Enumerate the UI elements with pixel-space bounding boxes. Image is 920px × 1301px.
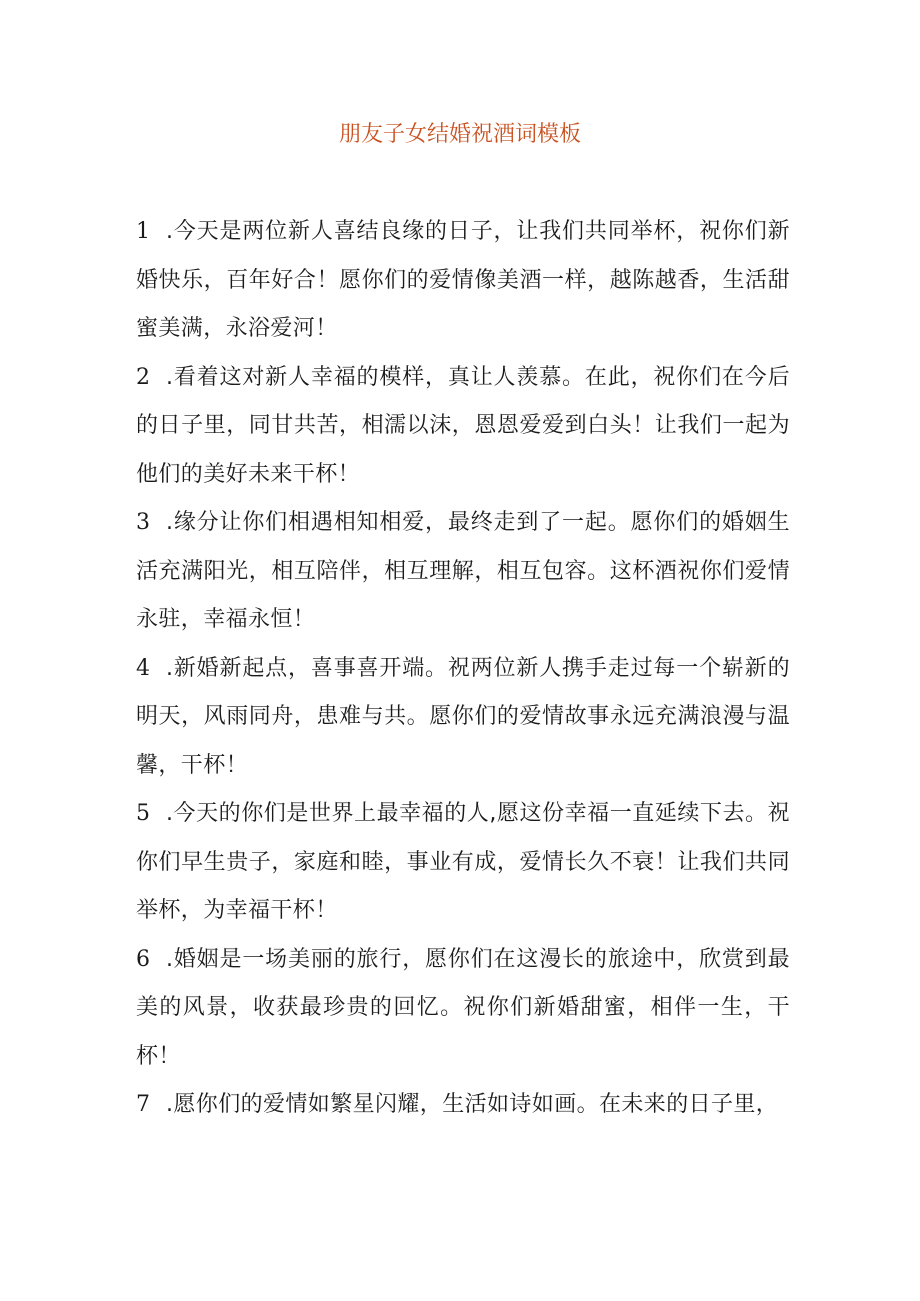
document-body [136, 208, 790, 1130]
item-number: 2 [136, 364, 151, 390]
item-text: .看着这对新人幸福的模样，真让人羡慕。在此，祝你们在今后的日子里，同甘共苦，相濡以沫，恩恩爱爱到白头！让我们一起为他们的美好未来干杯！ [136, 364, 790, 487]
list-item [136, 354, 790, 500]
document-title: 朋友子女结婚祝酒词模板 [338, 122, 581, 147]
list-item [136, 208, 790, 354]
item-text: .今天是两位新人喜结良缘的日子，让我们共同举杯，祝你们新婚快乐，百年好合！愿你们的爱情像美酒一样，越陈越香，生活甜蜜美满，永浴爱河！ [136, 219, 790, 341]
list-item [136, 1081, 790, 1130]
item-number: 6 [136, 946, 151, 972]
item-text: .愿你们的爱情如繁星闪耀，生活如诗如画。在未来的日子里， [166, 1092, 779, 1117]
list-item [136, 936, 790, 1082]
list-item [136, 499, 790, 645]
item-text: .新婚新起点，喜事喜开端。祝两位新人携手走过每一个崭新的明天，风雨同舟，患难与共。愿你们的爱情故事永远充满浪漫与温馨，干杯！ [136, 655, 790, 778]
item-number: 1 [136, 219, 151, 244]
item-text: .缘分让你们相遇相知相爱，最终走到了一起。愿你们的婚姻生活充满阳光，相互陪伴，相互理解，相互包容。这杯酒祝你们爱情永驻，幸福永恒！ [136, 510, 790, 632]
list-item [136, 645, 790, 791]
item-number: 4 [136, 655, 151, 681]
item-number: 5 [136, 801, 151, 826]
item-text: .今天的你们是世界上最幸福的人,愿这份幸福一直延续下去。祝你们早生贵子，家庭和睦，事业有成，爱情长久不衰！让我们共同举杯，为幸福干杯！ [136, 801, 790, 923]
item-text: .婚姻是一场美丽的旅行，愿你们在这漫长的旅途中，欣赏到最美的风景，收获最珍贵的回忆。祝你们新婚甜蜜，相伴一生，干杯！ [136, 946, 790, 1069]
item-number: 3 [136, 510, 151, 535]
item-number: 7 [136, 1092, 151, 1117]
list-item [136, 790, 790, 936]
